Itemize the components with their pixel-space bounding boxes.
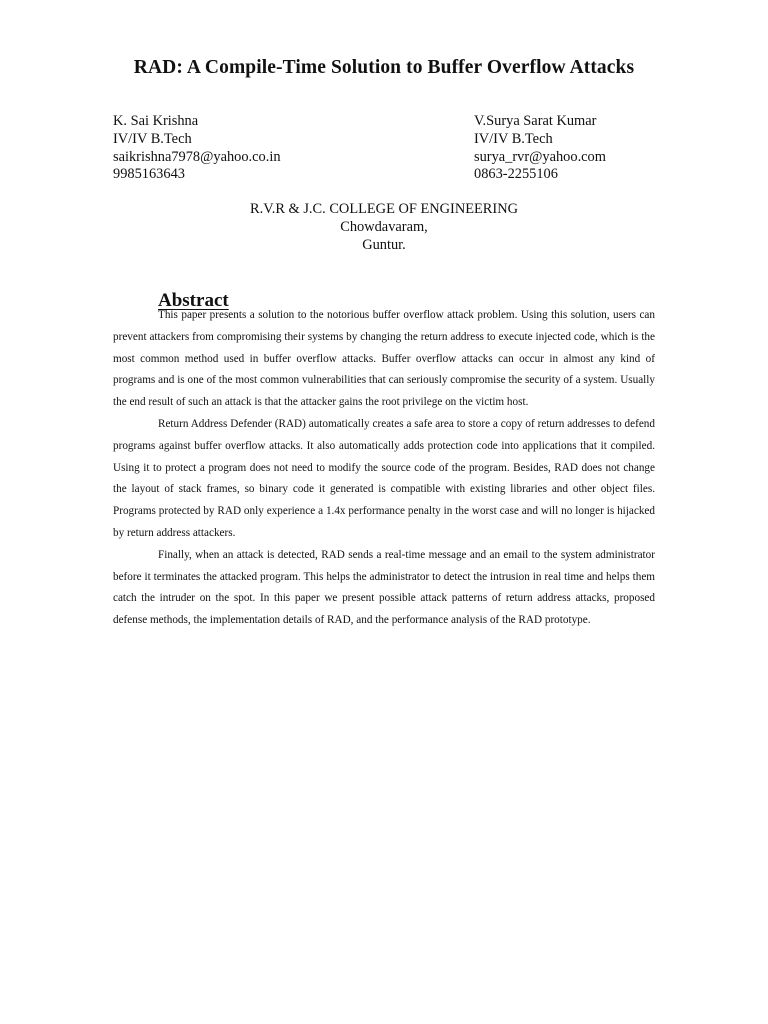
author-email: surya_rvr@yahoo.com — [474, 148, 606, 165]
affiliation-block — [0, 201, 768, 254]
abstract-heading: Abstract — [158, 290, 229, 311]
author-phone: 9985163643 — [113, 166, 185, 183]
author-course: IV/IV B.Tech — [474, 130, 553, 147]
abstract-paragraph: This paper presents a solution to the notorious buffer overflow attack problem. Using this solution, users can prevent attackers from compromising their systems by changing the return address to execute injected code, which is the most common method used in buffer overflow attacks. Buffer overflow attacks can occur in almost any kind of programs and is one of the most common vulnerabilities that can seriously compromise the security of a system. Usually the end result of such an attack is that the attacker gains the root privilege on the victim host. — [113, 309, 655, 409]
college-place: Chowdavaram, — [340, 218, 428, 235]
paper-title: RAD: A Compile-Time Solution to Buffer Overflow Attacks — [133, 57, 635, 78]
abstract-paragraph: Return Address Defender (RAD) automatically creates a safe area to store a copy of return addresses to defend programs against buffer overflow attacks. It also automatically adds protection code into applications that it compiled. Using it to protect a program does not need to modify the source code of the program. Besides, RAD does not change the layout of stack frames, so binary code it generated is compatible with existing libraries and other object files. Programs protected by RAD only experience a 1.4x performance penalty in the worst case and will no longer is hijacked by return address attackers. — [113, 417, 655, 539]
author-block-2 — [474, 113, 606, 184]
author-email: saikrishna7978@yahoo.co.in — [113, 148, 281, 165]
author-name: K. Sai Krishna — [113, 113, 199, 129]
author-name: V.Surya Sarat Kumar — [474, 113, 597, 129]
author-block-1 — [113, 113, 281, 184]
author-course: IV/IV B.Tech — [113, 130, 192, 147]
author-phone: 0863-2255106 — [474, 166, 558, 183]
abstract-body — [113, 305, 655, 632]
college-city: Guntur. — [362, 236, 406, 253]
college-name: R.V.R & J.C. COLLEGE OF ENGINEERING — [250, 201, 518, 217]
abstract-paragraph: Finally, when an attack is detected, RAD sends a real-time message and an email to the system administrator before it terminates the attacked program. This helps the administrator to detect the intrusion in real time and helps them catch the intruder on the spot. In this paper we present possible attack patterns of return address attacks, proposed defense methods, the implementation details of RAD, and the performance analysis of the RAD prototype. — [113, 548, 655, 627]
